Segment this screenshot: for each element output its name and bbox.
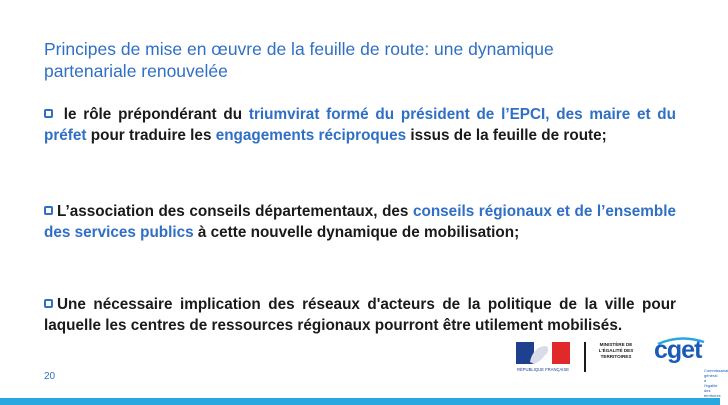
ministere-emblem-icon [582, 338, 646, 376]
bullet-1-part-1: le rôle prépondérant du [57, 106, 249, 123]
bullet-1-highlight-2: engagements réciproques [215, 127, 407, 144]
bullet-1-part-5: issus de la feuille de route; [406, 127, 607, 144]
marianne-flag-icon [506, 338, 580, 376]
bullet-1-highlight-1: triumvirat formé du président de l’EPCI, des maire et du préfet [44, 106, 676, 144]
bullet-2-part-3: à cette nouvelle dynamique de mobilisation; [193, 224, 520, 241]
cget-wordmark: cget [654, 336, 702, 364]
cget-subtitle: Commissariat général à l'égalité des territoires [704, 368, 728, 398]
bullet-item-2 [44, 201, 676, 243]
checkbox-bullet-icon [44, 299, 53, 308]
bullet-1-part-3: pour traduire les [86, 127, 216, 144]
checkbox-bullet-icon [44, 206, 53, 215]
bullet-2-part-1: L’association des conseils départementaux, des [57, 203, 413, 220]
bullet-item-3 [44, 294, 676, 336]
ministere-logo [582, 338, 646, 376]
checkbox-bullet-icon [44, 109, 53, 118]
republique-francaise-logo [506, 338, 580, 376]
bullet-item-1 [44, 104, 676, 146]
cget-logo [652, 334, 728, 398]
republique-label: RÉPUBLIQUE FRANÇAISE [516, 367, 570, 372]
bottom-accent-bar [0, 398, 720, 405]
bullet-2-highlight-1: conseils régionaux et de l’ensemble des services publics [44, 203, 676, 241]
bullet-3-part-1: Une nécessaire implication des réseaux d'acteurs de la politique de la ville pour laquelle les centres de ressources régionaux pourront être utilement mobilisés. [44, 296, 676, 334]
slide-title: Principes de mise en œuvre de la feuille de route: une dynamique partenariale renouvelée [44, 39, 554, 81]
page-number: 20 [44, 371, 56, 382]
ministere-label: MINISTÈRE DE L'ÉGALITÉ DES TERRITOIRES [598, 342, 634, 359]
